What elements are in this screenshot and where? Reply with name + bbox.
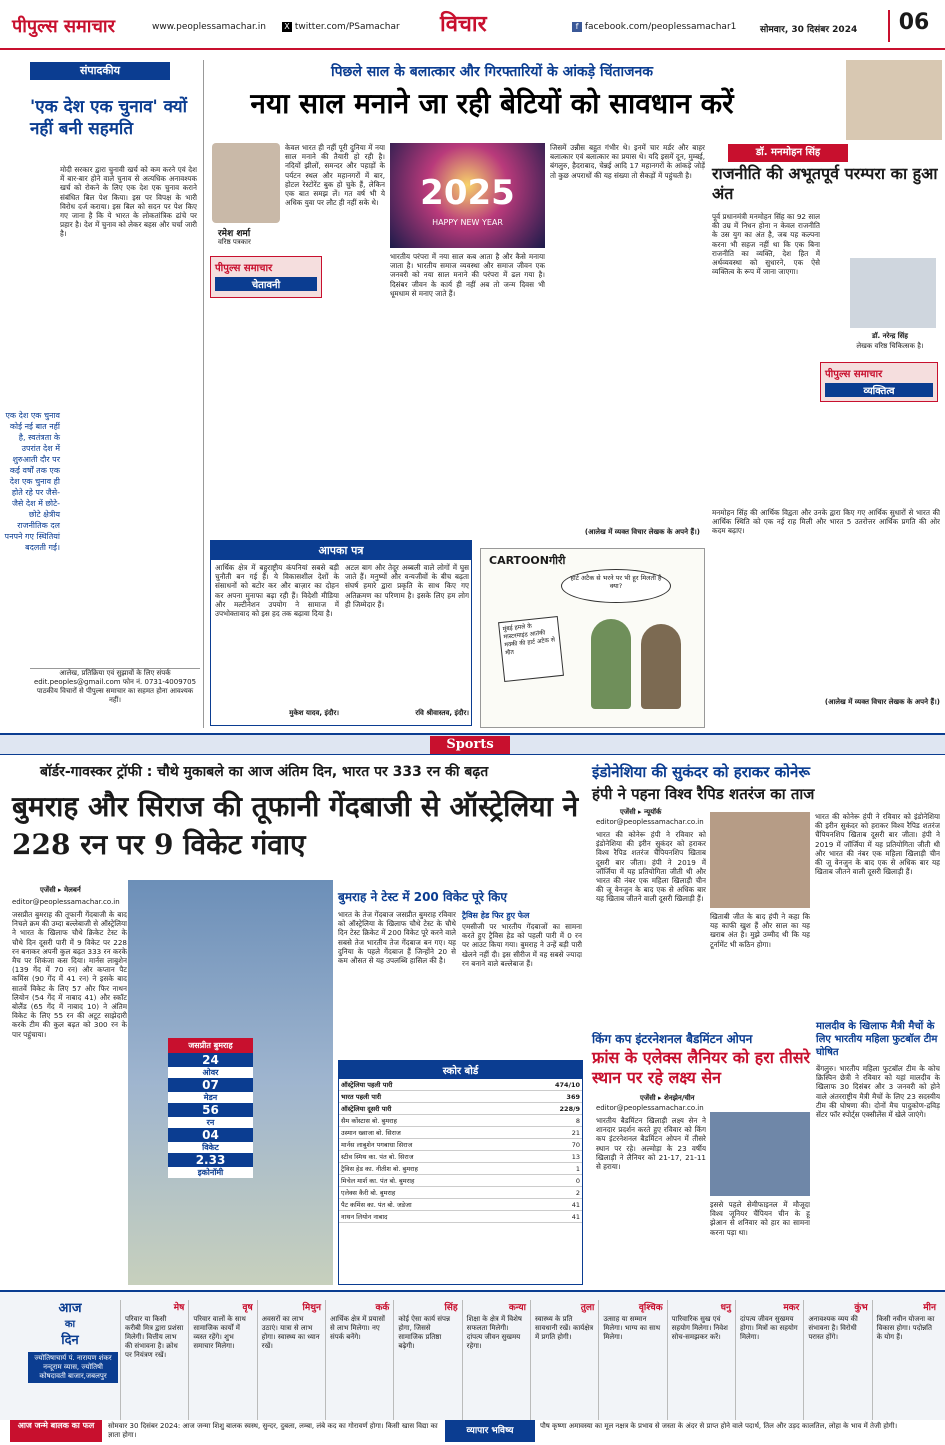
scoreboard-row — [339, 1175, 582, 1187]
rashi-text: परिवार या किसी करीबी मित्र द्वारा प्रशंसा मिलेगी। वित्तीय लाभ की संभावना है। क्रोध पर नियंत्रण रखें। — [125, 1315, 184, 1359]
stats-name: जसप्रीत बुमराह — [168, 1038, 253, 1053]
letter-1: आर्थिक क्षेत्र में बहुराष्ट्रीय कंपनियां सबसे बड़ी चुनौती बन गई हैं। ये विकासशील देशों के संसाधनों को बटोर कर और बाज़ार का दोहन कर अपना मुनाफा बढ़ा रही हैं। विदेशी मीडिया और मल्टीनेशन उपयोग ने सामाज में उपभोक्तावाद को इस हद तक बढ़ावा दिया है। — [215, 563, 339, 619]
rashi-column — [872, 1300, 940, 1420]
rashi-name: सिंह — [444, 1303, 458, 1313]
rashi-name: मीन — [923, 1303, 936, 1313]
bumrah-stats — [168, 1038, 253, 1178]
issue-date: सोमवार, 30 दिसंबर 2024 — [760, 25, 858, 35]
scoreboard-score: 41 — [518, 1199, 582, 1211]
badminton-headline: फ्रांस के एलेक्स लैनियर को हरा तीसरे स्थान पर रहे लक्ष्य सेन — [592, 1048, 811, 1087]
editorial-title: 'एक देश एक चुनाव' क्यों नहीं बनी सहमति — [30, 97, 188, 139]
facebook-icon: f — [572, 22, 582, 32]
stat-maidens-label: मेडन — [168, 1092, 253, 1103]
cartoon-figure-2 — [641, 624, 681, 709]
letters-title: आपका पत्र — [211, 541, 471, 560]
rashi-name: तुला — [580, 1303, 595, 1313]
scoreboard-player: ट्रैविस हेड का. नीतीश बो. बुमराह — [339, 1163, 518, 1175]
feature-author-role: लेखक वरिष्ठ चिकित्सक है। — [856, 342, 924, 350]
lakshya-photo — [710, 1112, 810, 1196]
chess-email: editor@peoplessamachar.co.in — [596, 818, 704, 826]
horoscope-title: आज का दिन — [58, 1301, 82, 1348]
logo[interactable]: पीपुल्स समाचार — [12, 16, 115, 37]
scoreboard-row — [339, 1103, 582, 1115]
rashi-column — [530, 1300, 598, 1420]
editorial-pullquote: एक देश एक चुनाव कोई नई बात नहीं है, स्वतंत्रता के उपरांत देश में शुरुआती दौर पर कई वर्षों तक एक देश एक चुनाव ही होते रहे पर जैसे-जैसे देश में छोटे-छोटे क्षेत्रीय राजनीतिक दल पनपने गए स्थितियां बदलती गई। — [4, 411, 60, 552]
lead-footnote: (आलेख में व्यक्त विचार लेखक के अपने हैं।) — [584, 528, 700, 536]
rashi-column — [667, 1300, 735, 1420]
scoreboard-score: 8 — [518, 1115, 582, 1127]
stat-wickets-label: विकेट — [168, 1142, 253, 1153]
feature-author: डॉ. नरेन्द्र सिंह — [872, 332, 908, 340]
rashi-text: किसी नवीन योजना का विकास होगा। पदोन्नति के योग हैं। — [876, 1315, 935, 1341]
rashi-text: कोई ऐसा कार्य संपन्न होगा, जिससे सामाजिक प्रतिष्ठा बढ़ेगी। — [398, 1315, 450, 1350]
scoreboard-player: नाथन लियोन नाबाद — [339, 1211, 518, 1223]
badminton-body-2: इससे पहले सेमीफाइनल में मौजूदा विश्व जूनियर चैंपियन चीन के हू झेआन से शनिवार को हार का सामना करना पड़ा था। — [710, 1200, 810, 1237]
cartoon-speech-bubble: हार्ट अटैक से भरने पर भी हूर मिलती है क्या? — [561, 569, 671, 603]
editorial-label: संपादकीय — [30, 62, 170, 80]
scoreboard-row — [339, 1151, 582, 1163]
head-subhead: ट्रैविस हेड फिर हुए फेल — [462, 911, 530, 920]
badminton-byline: एजेंसी ▸ शेनझेन/चीन — [640, 1094, 695, 1102]
scoreboard-score: 2 — [518, 1187, 582, 1199]
scoreboard-table — [339, 1079, 582, 1223]
rashi-name: मकर — [783, 1303, 800, 1313]
rashi-column — [120, 1300, 188, 1420]
twitter-icon: X — [282, 22, 292, 32]
scoreboard-score: 1 — [518, 1163, 582, 1175]
cricket-body: जसप्रीत बुमराह की तूफानी गेंदबाजी के बाद निचले क्रम की उम्दा बल्लेबाजी से ऑस्ट्रेलिया ने भारत के खिलाफ चौथे क्रिकेट टेस्ट के चौथे दिन दूसरी पारी में 9 विकेट पर 228 रन बनाकर अपनी कुल बढ़त 333 रन करके मैच पर शिकंजा कस दिया। मार्नस लाबुशेन (139 गेंद में 70 रन) और कप्तान पैट कमिंस (90 गेंद में 41 रन) ने इसके बाद सातवें विकेट के लिए 57 और फिर नाथन लियोन (54 गेंद में नाबाद 41) और स्कॉट बोलैंड (65 गेंद में नाबाद 10) ने अंतिम विकेट के लिए 55 रन की अटूट साझेदारी करके टीम की कुल बढ़त को 300 रन के पार पहुंचाया। — [12, 910, 127, 1039]
rashi-name: कन्या — [508, 1303, 526, 1313]
scoreboard-score: 41 — [518, 1211, 582, 1223]
letters-box — [210, 540, 472, 726]
twitter-link[interactable]: X twitter.com/PSamachar — [282, 22, 400, 32]
section-title: विचार — [440, 11, 487, 37]
rashi-column — [735, 1300, 803, 1420]
rashi-text: आर्थिक क्षेत्र में प्रयासों से लाभ मिलेगा। नए संपर्क बनेंगे। — [330, 1315, 385, 1341]
rashi-name: वृष — [242, 1303, 253, 1313]
feature-badge-logo: पीपुल्स समाचार — [825, 369, 883, 380]
rashi-column — [462, 1300, 530, 1420]
scoreboard-row — [339, 1139, 582, 1151]
badminton-kicker: किंग कप इंटरनेशनल बैडमिंटन ओपन — [592, 1032, 753, 1046]
lead-author-role: वरिष्ठ पत्रकार — [218, 238, 251, 246]
scoreboard-score: 13 — [518, 1151, 582, 1163]
page-number: 06 — [888, 10, 938, 42]
hampi-photo — [710, 812, 810, 908]
scoreboard-row — [339, 1211, 582, 1223]
rashi-column — [188, 1300, 256, 1420]
scoreboard-score: 369 — [518, 1091, 582, 1103]
lead-body-1: केवल भारत ही नहीं पूरी दुनिया में नया साल मनाने की तैयारी हो रही है। नदियों झीलों, समन्दर और पहाड़ों के पर्यटन स्थल और महानगरों में बार, होटल रेस्टोरेंट बुक हो चुके हैं, लेकिन एक बात समझ लें। गत वर्ष भी ये अधिक युवा पर लौट ही नहीं सके थे। — [285, 143, 385, 208]
scoreboard-score: 70 — [518, 1139, 582, 1151]
market-title: व्यापार भविष्य — [445, 1420, 535, 1442]
editorial-footer: आलेख, प्रतिक्रिया एवं सुझावों के लिए संपर्क edit.peoples@gmail.com फोन नं. 0731-4009705 पाठकीय विचारों से पीपुल्स समाचार का सहमत होना आवश्यक नहीं। — [30, 668, 200, 705]
feature-name-tag: डॉ. मनमोहन सिंह — [728, 144, 848, 162]
scoreboard-score: 474/10 — [518, 1079, 582, 1091]
chess-body-3: भारत की कोनेरू हंपी ने रविवार को इंडोनेशिया की इरीन सुकंदर को हराकर विश्व रैपिड शतरंज चैंपियनशिप खिताब दूसरी बार जीता। हंपी ने 2019 में जॉर्जिया में यह प्रतियोगिता जीती थी और भारत की नंबर एक महिला खिलाड़ी चीन की जू वेनजुन के बाद एक से अधिक बार यह खिताब जीतने वाली दूसरी खिलाड़ी हैं। — [815, 812, 940, 877]
scoreboard-row — [339, 1187, 582, 1199]
feature-body-2: मनमोहन सिंह की आर्थिक विद्वता और उनके द्वारा किए गए आर्थिक सुधारों से भारत की आर्थिक स्थिति को एक नई राह मिली और भारत 5 उतरोत्तर आर्थिक प्रगति की ओर कदम बढ़ाए। — [712, 508, 940, 536]
rashi-text: स्वास्थ्य के प्रति सावधानी रखें। कार्यक्षेत्र में प्रगति होगी। — [535, 1315, 594, 1341]
letter-2: अटल बाग और तेदूर अब्बली वाले लोगों में घुस जाते हैं। मनुष्यों और वन्यजीवों के बीच बढ़ता संघर्ष हमारे द्वारा प्रकृति के साथ किए गए अतिक्रमण का परिणाम है। इसके लिए हम लोग ही जिम्मेदार हैं। — [345, 563, 469, 609]
stat-wickets: 04 — [168, 1128, 253, 1142]
scoreboard-title: स्कोर बोर्ड — [339, 1061, 582, 1079]
scoreboard-row — [339, 1127, 582, 1139]
rashi-name: मेष — [173, 1303, 185, 1313]
rashi-text: शिक्षा के क्षेत्र में विशेष सफलता मिलेगी। दांपत्य जीवन सुखमय रहेगा। — [466, 1315, 522, 1350]
rashi-text: पारिवारिक सुख एवं सहयोग मिलेगा। निवेश सोच-समझकर करें। — [671, 1315, 728, 1341]
scoreboard-row — [339, 1091, 582, 1103]
manmohan-photo — [846, 60, 942, 140]
cricket-subhead: बुमराह ने टेस्ट में 200 विकेट पूरे किए — [338, 890, 508, 904]
stat-economy: 2.33 — [168, 1153, 253, 1167]
rashi-column — [325, 1300, 393, 1420]
lead-badge: चेतावनी — [215, 277, 317, 291]
masthead — [0, 0, 945, 50]
cricket-byline: एजेंसी ▸ मेलबर्न — [40, 886, 81, 894]
rashi-name: मिथुन — [302, 1303, 321, 1313]
author-photo — [212, 143, 280, 223]
scoreboard-player: मार्नस लाबुशेन पगबाधा सिराज — [339, 1139, 518, 1151]
editorial-body: मोदी सरकार द्वारा चुनावी खर्च को कम करने एवं देश में बार-बार होने वाले चुनाव से अत्यधिक अनावश्यक खर्च को रोकने के लिए एक देश एक चुनाव कराने संबंधित बिल पेश किया। इस पर विपक्ष के भारी विरोध दर्ज कराया। इस बिल को सदन पर पेश किए गए जाना है कि ये भारत के लोकतांत्रिक ढांचे पर प्रहार है। देश में चुनाव को लेकर बहस और चर्चा जारी है। — [60, 165, 197, 239]
website-link[interactable]: www.peoplessamachar.in — [152, 22, 266, 32]
feature-badge: व्यक्तित्व — [825, 383, 933, 397]
chess-kicker: इंडोनेशिया की सुकंदर को हराकर कोनेरू — [592, 763, 810, 781]
rashi-column — [803, 1300, 871, 1420]
scoreboard-player: एलेक्स कैरी बो. बुमराह — [339, 1187, 518, 1199]
scoreboard-player: भारत पहली पारी — [339, 1091, 518, 1103]
scoreboard-row — [339, 1115, 582, 1127]
rashi-name: वृश्चिक — [638, 1303, 663, 1313]
rashi-text: परिवार वालों के साथ सामाजिक कार्यों में व्यस्त रहेंगे। शुभ समाचार मिलेगा। — [193, 1315, 246, 1350]
chess-byline: एजेंसी ▸ न्यूयॉर्क — [620, 808, 662, 816]
scoreboard — [338, 1060, 583, 1285]
scoreboard-player: सैम कोंस्टास बो. बुमराह — [339, 1115, 518, 1127]
cartoon-box — [480, 548, 705, 728]
feature-body: पूर्व प्रधानमंत्री मनमोहन सिंह का 92 साल की उम्र में निधन होना न केवल राजनीति के उस युग का अंत है, जब यह कल्पना करना भी सहज नहीं था कि एक बिना राजनीति का व्यक्ति, देश हित में अर्थव्यवस्था को सुधारने, एक ऐसे व्यक्तित्व के रूप में जाना जाएगा। — [712, 212, 820, 277]
cricket-email: editor@peoplessamachar.co.in — [12, 898, 120, 906]
stat-overs-label: ओवर — [168, 1067, 253, 1078]
rashi-column — [598, 1300, 666, 1420]
scoreboard-score: 0 — [518, 1175, 582, 1187]
chess-headline: हंपी ने पहना विश्व रैपिड शतरंज का ताज — [592, 785, 815, 803]
lead-body-3: जिसमें उन्नीस बहुत गंभीर थे। इनमें चार मर्डर और बाहर बलात्कार एवं बलात्कार का प्रयास थे। यदि इसमें दून, मुम्बई, बंगलुरु, हैदराबाद, चेन्नई आदि 17 महानगरों के आंकड़े जोड़ें तो कुछ अपराधों की यह संख्या तो सैकड़ों में पहुंचती है। — [550, 143, 705, 180]
feature-author-photo — [850, 258, 936, 328]
scoreboard-row — [339, 1199, 582, 1211]
letter-2-sign: रवि श्रीवास्तव, इंदौर। — [415, 709, 469, 717]
stat-runs-label: रन — [168, 1117, 253, 1128]
lead-author: रमेश शर्मा — [218, 229, 251, 239]
scoreboard-score: 228/9 — [518, 1103, 582, 1115]
rashi-name: धनु — [720, 1303, 731, 1313]
letter-1-sign: मुकेश यादव, इंदौर। — [289, 709, 339, 717]
cricket-kicker: बॉर्डर-गावस्कर ट्रॉफी : चौथे मुकाबले का आज अंतिम दिन, भारत पर 333 रन की बढ़त — [40, 764, 489, 780]
feature-title: राजनीति की अभूतपूर्व परम्परा का हुआ अंत — [712, 164, 938, 203]
market-text: पौष कृष्णा अमावस्या का मूल नक्षत्र के प्रभाव से जस्ता के अंदर से प्राप्त होने वाले पदार्थ, तिल और उड़द कालतिल, लोहा के भाव में तेजी होगी। — [540, 1422, 898, 1430]
cricket-subbody: भारत के तेज गेंदबाज जसप्रीत बुमराह रविवार को ऑस्ट्रेलिया के खिलाफ चौथे टेस्ट के चौथे दिन टेस्ट क्रिकेट में 200 विकेट पूरे करने वाले सबसे तेज भारतीय तेज गेंदबाज बन गए। यह दुनिया के पहले गेंदबाज हैं जिन्होंने 20 से कम औसत से यह उपलब्धि हासिल की है। — [338, 910, 456, 966]
chess-body-2: खिताबी जीत के बाद हंपी ने कहा कि यह काफी खुश हैं और साल का यह खराब अंत है। मुझे उम्मीद थी कि यह टूर्नामेंट भी कठिन होगा। — [710, 912, 810, 949]
scoreboard-player: मिचेल मार्श का. पंत बो. बुमराह — [339, 1175, 518, 1187]
badge-logo: पीपुल्स समाचार — [215, 263, 273, 274]
stat-economy-label: इकोनॉमी — [168, 1167, 253, 1178]
badminton-email: editor@peoplessamachar.co.in — [596, 1104, 704, 1112]
lead-headline: नया साल मनाने जा रही बेटियों को सावधान करें — [250, 87, 734, 120]
cricket-headline: बुमराह और सिराज की तूफानी गेंदबाजी से ऑस्ट्रेलिया ने 228 रन पर 9 विकेट गंवाए — [12, 790, 579, 861]
scoreboard-row — [339, 1163, 582, 1175]
football-headline: मालदीव के खिलाफ मैत्री मैचों के लिए भारतीय महिला फुटबॉल टीम घोषित — [816, 1021, 938, 1058]
cartoon-sign: मुंबई हमले के मास्टरमाइंड आतंकी मक्की की हार्ट अटैक से मौत — [498, 616, 564, 682]
cartoon-figure-1 — [591, 619, 631, 709]
column-divider — [203, 60, 204, 728]
scoreboard-score: 21 — [518, 1127, 582, 1139]
image-year: 2025 — [420, 173, 515, 213]
facebook-link[interactable]: f facebook.com/peoplessamachar1 — [572, 22, 736, 32]
scoreboard-player: ऑस्ट्रेलिया पहली पारी — [339, 1079, 518, 1091]
chess-body: भारत की कोनेरू हंपी ने रविवार को इंडोनेशिया की इरीन सुकंदर को हराकर विश्व रैपिड शतरंज चैंपियनशिप खिताब दूसरी बार जीता। हंपी ने 2019 में जॉर्जिया में यह प्रतियोगिता जीती थी और भारत की नंबर एक महिला खिलाड़ी चीन की जू वेनजुन के बाद एक से अधिक बार यह खिताब जीतने वाली दूसरी खिलाड़ी हैं। — [596, 830, 706, 904]
sports-label: Sports — [430, 736, 510, 754]
stat-maidens: 07 — [168, 1078, 253, 1092]
kids-title: आज जन्मे बालक का फल — [10, 1420, 102, 1442]
head-body: एमसीजी पर भारतीय गेंदबाजों का सामना करते हुए ट्रैविस हेड को पहली पारी में 0 रन पर आउट किया गया। बुमराह ने उन्हें बड़ी पारी खेलने नहीं दी। इस सीरीज में वह सबसे ज्यादा रन बनाने वाले बल्लेबाज हैं। — [462, 922, 582, 968]
rashi-text: अनावश्यक व्यय की संभावना है। विरोधी परास्त होंगे। — [808, 1315, 858, 1341]
feature-footnote: (आलेख में व्यक्त विचार लेखक के अपने हैं।) — [824, 698, 940, 706]
rashi-column — [393, 1300, 461, 1420]
scoreboard-player: स्टीव स्मिथ का. पंत बो. सिराज — [339, 1151, 518, 1163]
rashi-name: कुंभ — [854, 1303, 868, 1313]
new-year-image — [390, 143, 545, 248]
feature-badge-box — [820, 362, 938, 402]
astrologer-credit: ज्योतिषाचार्य पं. नारायण शंकर नन्दूराम व्यास, ज्योतिषी कोषदावती बाजार,जबलपुर — [28, 1352, 118, 1383]
rashi-text: दांपत्य जीवन सुखमय होगा। मित्रों का सहयोग मिलेगा। — [740, 1315, 798, 1341]
rashi-text: उत्साह या सम्मान मिलेगा। भाग्य का साथ मिलेगा। — [603, 1315, 661, 1341]
stat-runs: 56 — [168, 1103, 253, 1117]
rashi-text: अवसरों का लाभ उठाएं। यात्रा से लाभ होगा। स्वास्थ्य का ध्यान रखें। — [261, 1315, 320, 1350]
lead-body-2: भारतीय परंपरा में नया साल कब आता है और कैसे मनाया जाता है। भारतीय समाज व्यवस्था और समाज जीवन एक जनवरी को नया साल मनाने की परंपरा में ढल गया है। दिसंबर जीवन के कार्य ही नहीं अब तो जन्म दिवस भी धूमधाम से मनाए जाते हैं। — [390, 252, 545, 298]
kids-text: सोमवार 30 दिसंबर 2024: आज जन्मा शिशु बालक स्वस्थ, सुन्दर, दुबला, लम्बा, लंबे कद का गोरावर्ण होगा। किसी खास विद्या का ज्ञाता होगा। — [108, 1422, 438, 1439]
scoreboard-player: ऑस्ट्रेलिया दूसरी पारी — [339, 1103, 518, 1115]
image-caption: HAPPY NEW YEAR — [432, 218, 503, 227]
rashi-name: कर्क — [375, 1303, 390, 1313]
cartoon-title: CARTOONगीरी — [489, 554, 566, 567]
stat-overs: 24 — [168, 1053, 253, 1067]
football-body: बेंगलुरु। भारतीय महिला फुटबॉल टीम के कोच क्रिस्पिन छेत्री ने रविवार को यहां मालदीव के खिलाफ 30 दिसंबर और 3 जनवरी को होने वाले अंतरराष्ट्रीय मैत्री मैचों के लिए 23 सदस्यीय टीम की घोषणा की। दोनों मैच पादुकोण-द्रविड़ सेंटर फॉर स्पोर्ट्स एक्सीलेंस में खेले जाएंगे। — [816, 1064, 940, 1120]
scoreboard-row — [339, 1079, 582, 1091]
scoreboard-player: उस्मान ख्वाजा बो. सिराज — [339, 1127, 518, 1139]
badminton-body: भारतीय बैडमिंटन खिलाड़ी लक्ष्य सेन ने शानदार प्रदर्शन करते हुए रविवार को किंग कप इंटरनेशनल बैडमिंटन ओपन में तीसरे स्थान पर रहे। अल्मोड़ा के 23 वर्षीय खिलाड़ी ने लैनियर को 21-17, 21-11 से हराया। — [596, 1116, 706, 1172]
rashi-column — [257, 1300, 325, 1420]
lead-kicker: पिछले साल के बलात्कार और गिरफ्तारियों के आंकड़े चिंताजनक — [330, 64, 654, 80]
scoreboard-player: पैट कमिंस का. पंत बो. जडेजा — [339, 1199, 518, 1211]
